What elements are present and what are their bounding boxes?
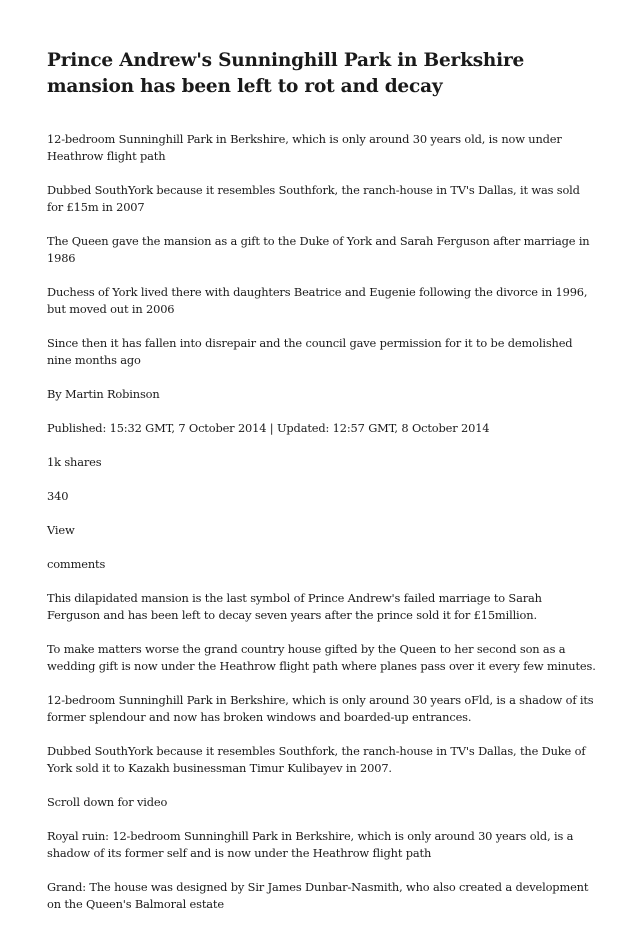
comment-count: 340 [47, 489, 69, 503]
share-count: 1k shares [47, 455, 102, 469]
bullet-summary-1: 12-bedroom Sunninghill Park in Berkshire, which is only around 30 years old, is now under Heathrow flight path [47, 132, 562, 163]
image-caption-1: Royal ruin: 12-bedroom Sunninghill Park in Berkshire, which is only around 30 years old, is a shadow of its former self and is now under the Heathrow flight path [47, 829, 574, 860]
scroll-prompt: Scroll down for video [47, 795, 168, 809]
body-paragraph-4: Dubbed SouthYork because it resembles Southfork, the ranch-house in TV's Dallas, the Duke of York sold it to Kazakh businessman Timur Kulibayev in 2007. [47, 744, 586, 775]
view-label: View [47, 523, 75, 537]
body-paragraph-1: This dilapidated mansion is the last symbol of Prince Andrew's failed marriage to Sarah Ferguson and has been left to decay seven years after the prince sold it for £15million. [47, 591, 542, 622]
article-title: Prince Andrew's Sunninghill Park in Berkshire mansion has been left to rot and decay [47, 50, 525, 97]
bullet-summary-2: Dubbed SouthYork because it resembles Southfork, the ranch-house in TV's Dallas, it was sold for £15m in 2007 [47, 183, 580, 214]
bullet-summary-4: Duchess of York lived there with daughters Beatrice and Eugenie following the divorce in 1996, but moved out in 2006 [47, 285, 588, 316]
bullet-summary-5: Since then it has fallen into disrepair and the council gave permission for it to be demolished nine months ago [47, 336, 573, 367]
body-paragraph-2: To make matters worse the grand country house gifted by the Queen to her second son as a wedding gift is now under the Heathrow flight path where planes pass over it every few minutes. [47, 642, 596, 673]
publish-timestamp: Published: 15:32 GMT, 7 October 2014 | Updated: 12:57 GMT, 8 October 2014 [47, 421, 490, 435]
body-paragraph-3: 12-bedroom Sunninghill Park in Berkshire, which is only around 30 years oFld, is a shadow of its former splendour and now has broken windows and boarded-up entrances. [47, 693, 594, 724]
comments-label: comments [47, 557, 106, 571]
image-caption-2: Grand: The house was designed by Sir James Dunbar-Nasmith, who also created a development on the Queen's Balmoral estate [47, 880, 589, 911]
byline: By Martin Robinson [47, 387, 160, 401]
document-page [47, 48, 597, 930]
bullet-summary-3: The Queen gave the mansion as a gift to the Duke of York and Sarah Ferguson after marriage in 1986 [47, 234, 590, 265]
